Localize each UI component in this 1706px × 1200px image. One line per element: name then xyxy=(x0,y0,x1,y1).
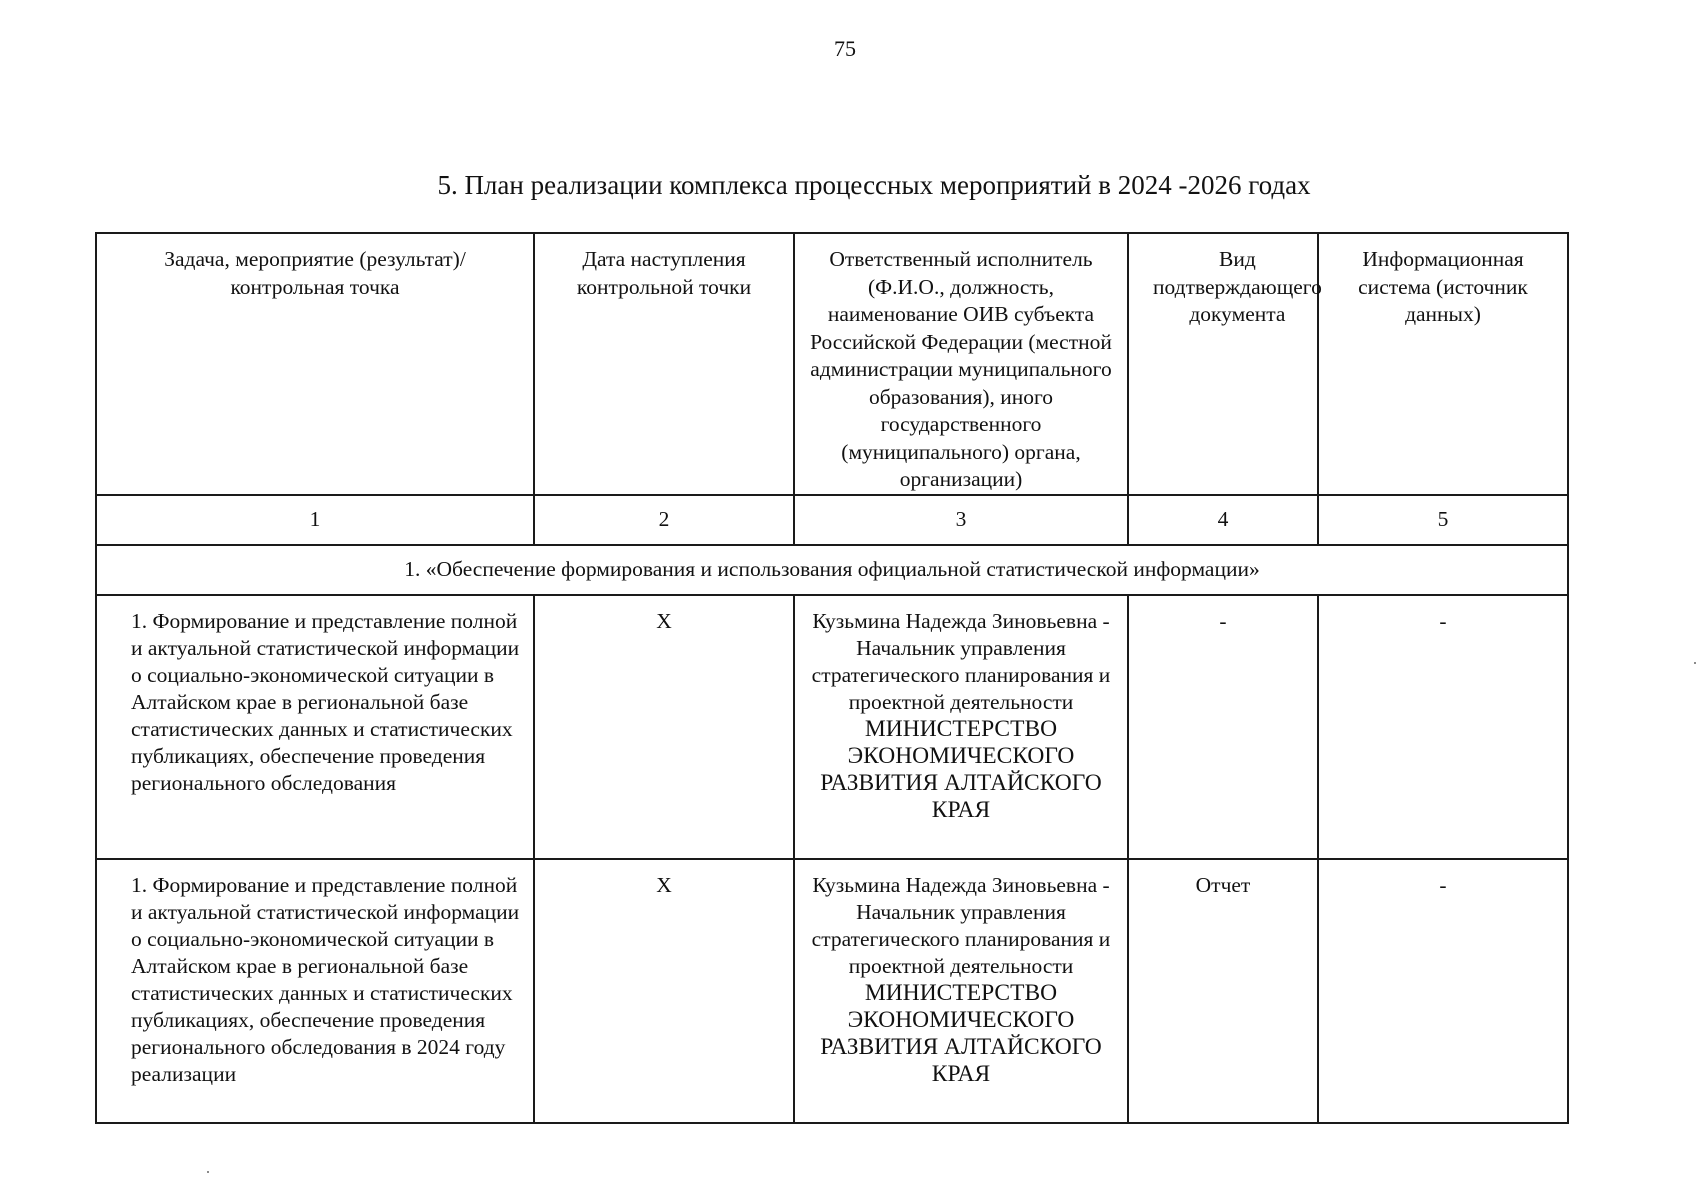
header-cell xyxy=(1318,233,1568,495)
document-cell xyxy=(1128,859,1318,1123)
section-row xyxy=(96,545,1568,595)
task-cell xyxy=(96,595,534,859)
header-cell xyxy=(1128,233,1322,495)
system-text: - xyxy=(1439,608,1447,633)
executor-cell xyxy=(794,595,1128,859)
scan-speck xyxy=(1694,662,1696,664)
task-cell xyxy=(96,859,534,1123)
column-number: 5 xyxy=(1318,495,1568,545)
organization-text: МИНИСТЕРСТВО ЭКОНОМИЧЕСКОГО РАЗВИТИЯ АЛТАЙСКОГО КРАЯ xyxy=(820,979,1102,1087)
column-number-row xyxy=(96,495,1568,545)
document-text: - xyxy=(1219,608,1227,633)
organization-text: МИНИСТЕРСТВО ЭКОНОМИЧЕСКОГО РАЗВИТИЯ АЛТАЙСКОГО КРАЯ xyxy=(820,715,1102,823)
date-text: Х xyxy=(656,872,672,897)
table-row xyxy=(96,595,1568,859)
column-number: 4 xyxy=(1128,495,1318,545)
column-number: 1 xyxy=(96,495,534,545)
header-document-label: Вид подтверждающего документа xyxy=(1153,247,1322,326)
executor-cell xyxy=(794,859,1128,1123)
table-header-row xyxy=(96,233,1568,495)
header-cell xyxy=(96,233,534,495)
task-text: 1. Формирование и представление полной и актуальной статистической информации о социально-экономической ситуации в Алтайском крае в региональной базе статистических данных и статистических публикациях, обеспечение проведения регионального обследования xyxy=(131,608,520,795)
system-cell xyxy=(1318,859,1568,1123)
header-executor-label: Ответственный исполнитель (Ф.И.О., должность, наименование ОИВ субъекта Российской Федерации (местной администрации муниципального образования), иного государственного (муниципального) органа, организации) xyxy=(810,247,1112,491)
page-number: 75 xyxy=(834,36,856,61)
header-system-label: Информационная система (источник данных) xyxy=(1358,247,1528,326)
header-date-label: Дата наступления контрольной точки xyxy=(576,247,752,299)
header-cell xyxy=(534,233,794,495)
executor-text: Кузьмина Надежда Зиновьевна - Начальник управления стратегического планирования и проектной деятельности xyxy=(811,608,1111,714)
scan-speck xyxy=(207,1171,209,1173)
table-row xyxy=(96,859,1568,1123)
section-title: 1. «Обеспечение формирования и использования официальной статистической информации» xyxy=(96,545,1568,595)
page-title: 5. План реализации комплекса процессных мероприятий в 2024 -2026 годах xyxy=(437,170,1311,200)
plan-table xyxy=(95,232,1569,1124)
system-cell xyxy=(1318,595,1568,859)
date-cell xyxy=(534,595,794,859)
header-cell xyxy=(794,233,1128,495)
column-number: 2 xyxy=(534,495,794,545)
task-text: 1. Формирование и представление полной и актуальной статистической информации о социально-экономической ситуации в Алтайском крае в региональной базе статистических данных и статистических публикациях, обеспечение проведения регионального обследования в 2024 году реализации xyxy=(131,872,520,1086)
date-text: Х xyxy=(656,608,672,633)
document-cell xyxy=(1128,595,1318,859)
executor-text: Кузьмина Надежда Зиновьевна - Начальник управления стратегического планирования и проектной деятельности xyxy=(811,872,1111,978)
date-cell xyxy=(534,859,794,1123)
column-number: 3 xyxy=(794,495,1128,545)
header-task-label: Задача, мероприятие (результат)/ контрольная точка xyxy=(164,247,466,299)
system-text: - xyxy=(1439,872,1447,897)
document-text: Отчет xyxy=(1195,872,1251,897)
